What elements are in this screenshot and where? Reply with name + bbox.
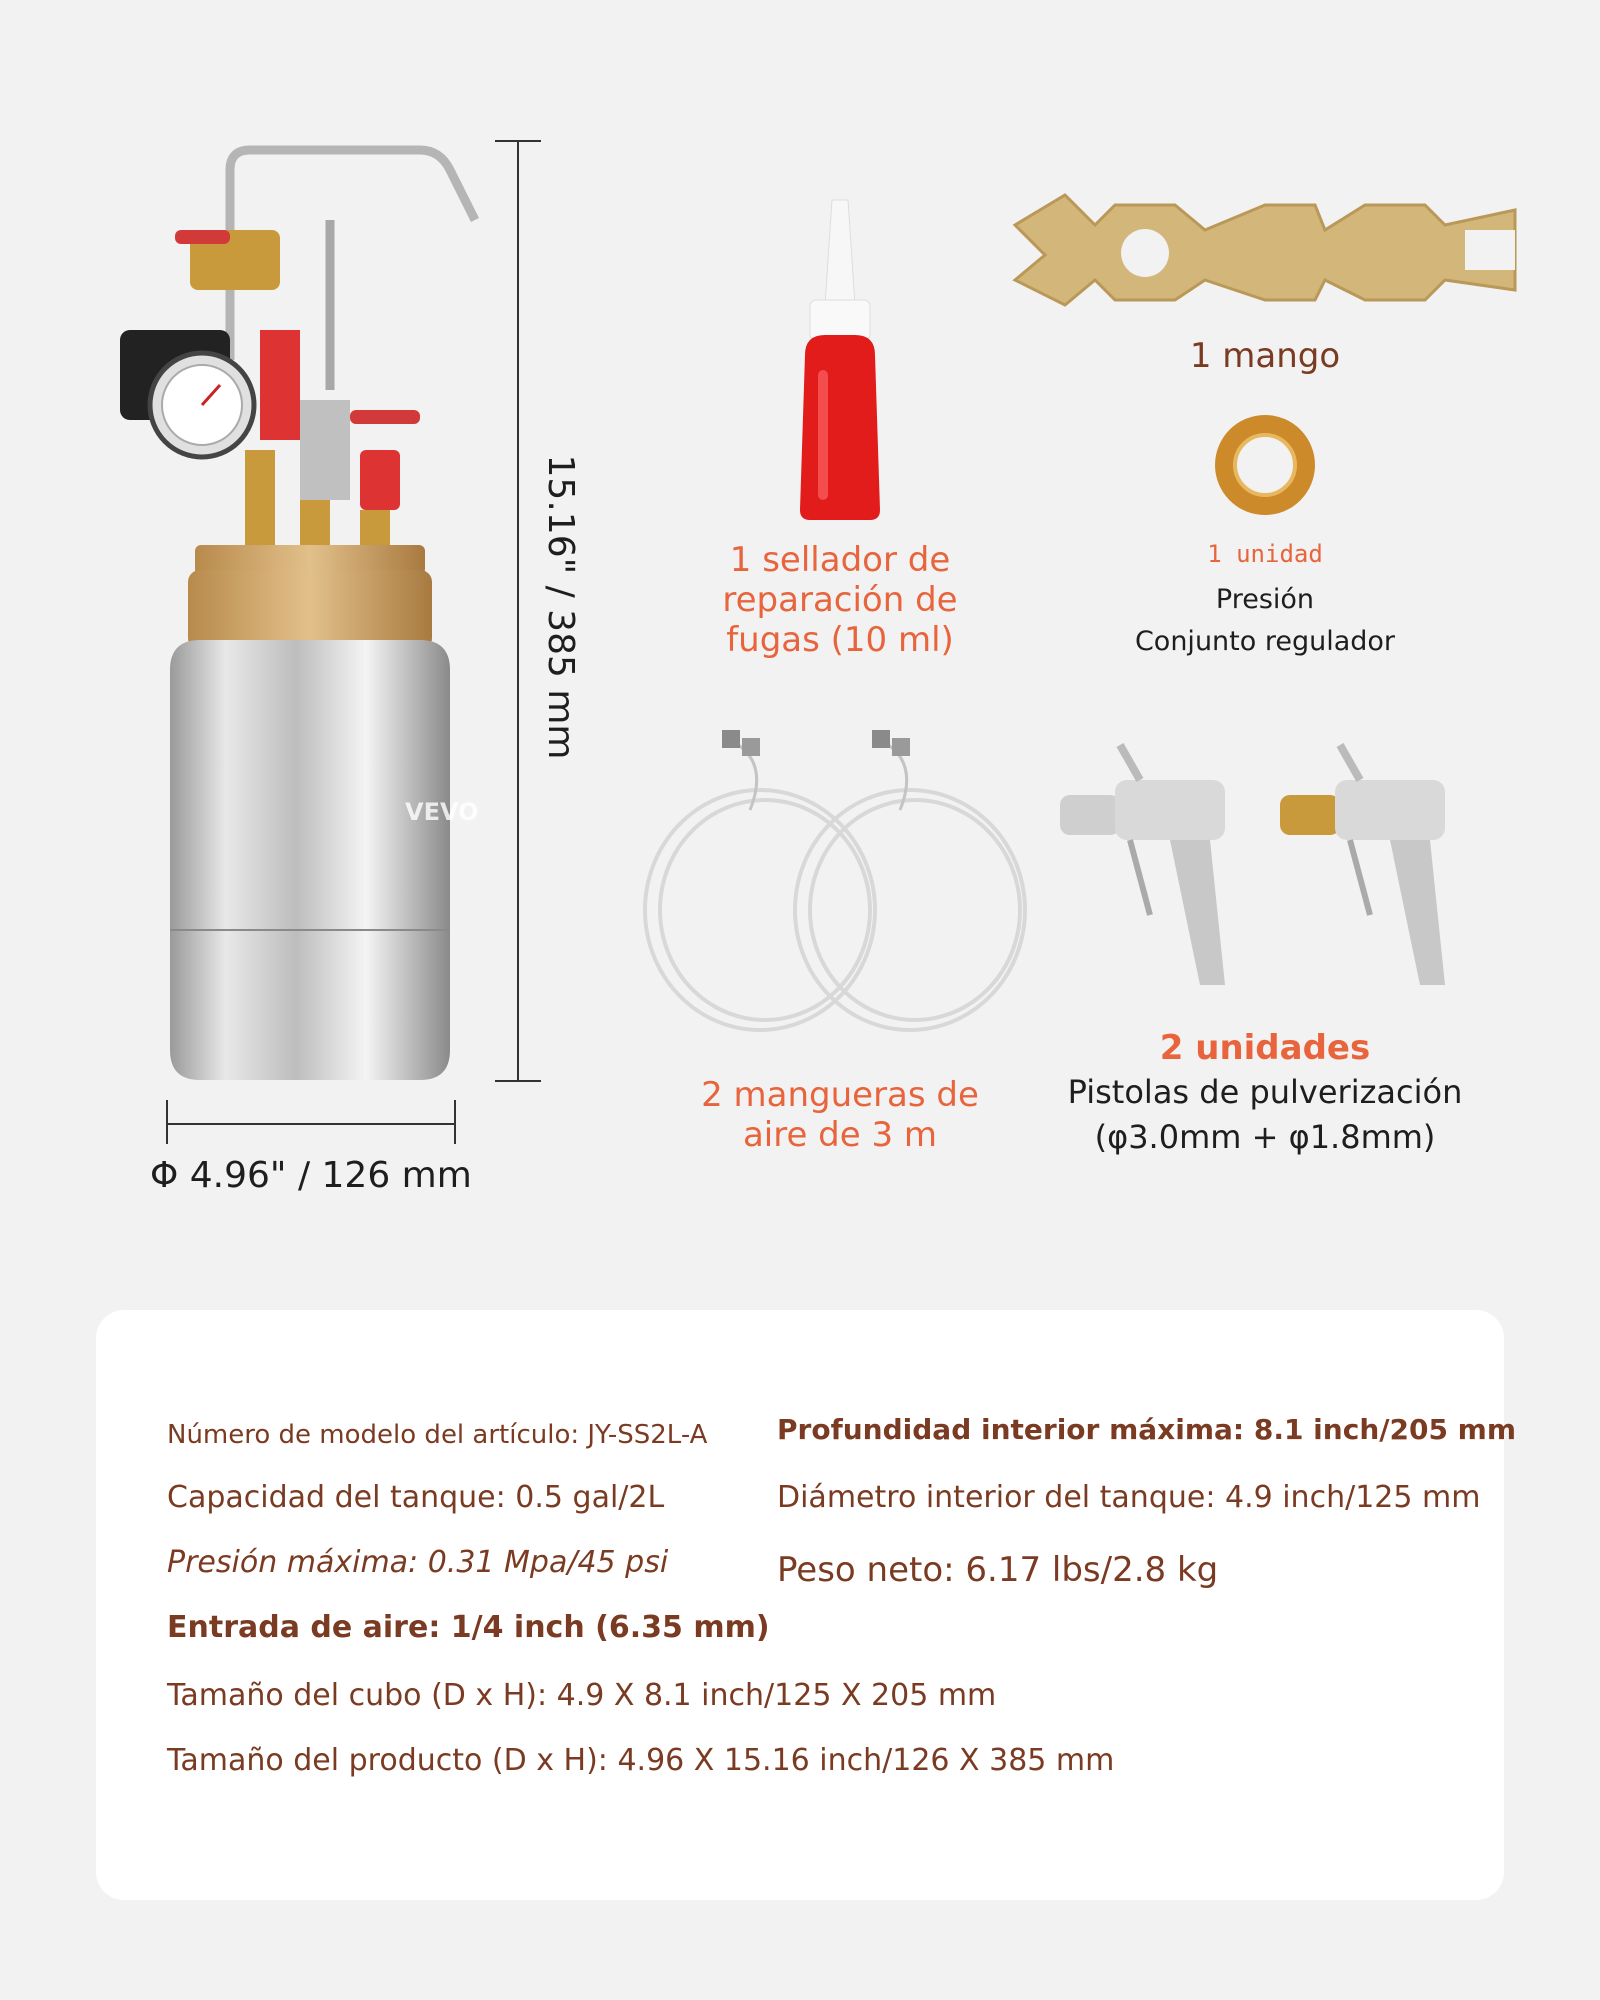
wrench-image (1005, 185, 1525, 315)
diameter-dimension-label: Φ 4.96" / 126 mm (150, 1155, 472, 1196)
spray-guns-line2: (φ3.0mm + φ1.8mm) (1094, 1118, 1436, 1156)
height-dimension-line (517, 140, 519, 1080)
spray-guns-image (1050, 735, 1490, 1015)
width-dimension-line (166, 1123, 456, 1125)
spec-net-weight: Peso neto: 6.17 lbs/2.8 kg (777, 1550, 1219, 1590)
spec-max-pressure: Presión máxima: 0.31 Mpa/45 psi (167, 1545, 669, 1580)
regulator-line2: Conjunto regulador (1134, 626, 1396, 657)
height-dimension-tick-bottom (495, 1080, 541, 1082)
spec-bucket-size: Tamaño del cubo (D x H): 4.9 X 8.1 inch/125 X 205 mm (167, 1678, 997, 1713)
pressure-tank-image (120, 130, 480, 1090)
height-dimension-label: 15.16" / 385 mm (540, 454, 581, 760)
spec-inner-diameter: Diámetro interior del tanque: 4.9 inch/125 mm (777, 1480, 1481, 1515)
regulator-line1: Presión (1215, 584, 1315, 615)
regulator-ring-image (1210, 410, 1320, 520)
hoses-label: 2 mangueras de aire de 3 m (701, 1075, 979, 1155)
spray-guns-quantity: 2 unidades (1159, 1028, 1371, 1068)
spec-capacity: Capacidad del tanque: 0.5 gal/2L (167, 1480, 665, 1515)
spec-air-inlet: Entrada de aire: 1/4 inch (6.35 mm) (167, 1610, 770, 1645)
air-hoses-image (630, 720, 1050, 1050)
specs-card (96, 1310, 1504, 1900)
spec-product-size: Tamaño del producto (D x H): 4.96 X 15.16 inch/126 X 385 mm (167, 1743, 1115, 1778)
width-dimension-tick-left (166, 1100, 168, 1144)
regulator-quantity: 1 unidad (1207, 540, 1323, 568)
tank-brand-text: VEVO (405, 798, 479, 826)
height-dimension-tick-top (495, 140, 541, 142)
width-dimension-tick-right (454, 1100, 456, 1144)
sealant-bottle-image (780, 195, 900, 525)
spec-model: Número de modelo del artículo: JY-SS2L-A (167, 1420, 708, 1450)
spec-max-depth: Profundidad interior máxima: 8.1 inch/205 mm (777, 1413, 1517, 1446)
wrench-label: 1 mango (1189, 336, 1341, 376)
sealant-label: 1 sellador de reparación de fugas (10 ml) (722, 540, 958, 660)
spray-guns-line1: Pistolas de pulverización (1067, 1073, 1463, 1111)
